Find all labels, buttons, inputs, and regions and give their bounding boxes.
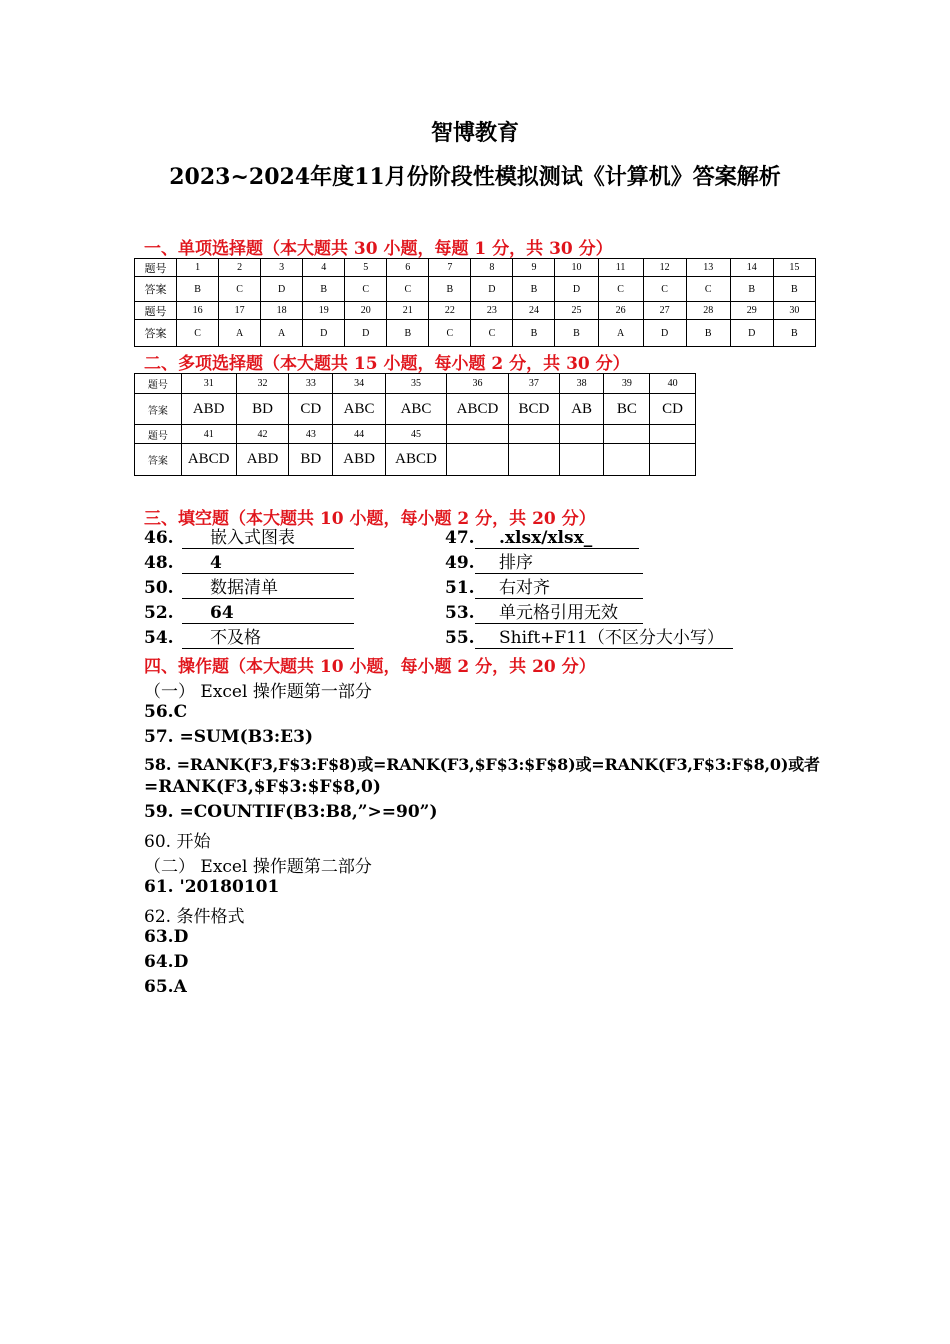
answer-cell: B xyxy=(177,277,219,302)
item-answer: Shift+F11（不区分大小写） xyxy=(475,628,733,649)
question-number: 12 xyxy=(643,259,686,277)
question-number: 2 xyxy=(219,259,261,277)
answer-cell: B xyxy=(730,277,773,302)
fill-item xyxy=(144,578,354,599)
row-label: 题号 xyxy=(135,374,182,394)
section2-heading: 二、多项选择题（本大题共 15 小题，每小题 2 分，共 30 分） xyxy=(144,354,630,374)
answer-line: 59. =COUNTIF(B3:B8,”>=90”) xyxy=(144,802,438,822)
question-number: 37 xyxy=(508,374,559,394)
answer-cell: B xyxy=(303,277,345,302)
answer-cell: ABD xyxy=(236,444,289,476)
question-number: 35 xyxy=(386,374,447,394)
fill-item xyxy=(144,553,354,574)
answer-cell xyxy=(446,444,508,476)
table-row xyxy=(135,302,816,320)
question-number: 23 xyxy=(471,302,513,320)
question-number: 4 xyxy=(303,259,345,277)
question-number xyxy=(559,425,604,444)
item-number: 46. xyxy=(144,528,174,548)
answer-line: 64.D xyxy=(144,952,189,972)
question-number: 8 xyxy=(471,259,513,277)
answer-line: 60. 开始 xyxy=(144,832,211,852)
row-label: 答案 xyxy=(135,444,182,476)
question-number: 5 xyxy=(345,259,387,277)
item-answer: 嵌入式图表 xyxy=(182,528,354,549)
fill-item xyxy=(144,528,354,549)
answer-cell: C xyxy=(643,277,686,302)
answer-cell: C xyxy=(219,277,261,302)
item-answer: 单元格引用无效 xyxy=(475,603,643,624)
item-answer: 不及格 xyxy=(182,628,354,649)
part2-heading: （二） Excel 操作题第二部分 xyxy=(144,857,372,877)
question-number: 30 xyxy=(773,302,815,320)
question-number xyxy=(446,425,508,444)
question-number: 18 xyxy=(261,302,303,320)
question-number: 21 xyxy=(387,302,429,320)
answer-cell: CD xyxy=(650,394,696,425)
item-number: 53. xyxy=(445,603,475,623)
answer-cell: B xyxy=(773,277,815,302)
question-number: 1 xyxy=(177,259,219,277)
answer-cell xyxy=(559,444,604,476)
item-answer: 4 xyxy=(182,553,354,574)
answer-cell: B xyxy=(686,320,730,347)
answer-cell: D xyxy=(471,277,513,302)
item-answer: 数据清单 xyxy=(182,578,354,599)
question-number: 45 xyxy=(386,425,447,444)
answer-cell: C xyxy=(598,277,643,302)
table-row xyxy=(135,320,816,347)
section3-heading: 三、填空题（本大题共 10 小题，每小题 2 分，共 20 分） xyxy=(144,509,596,529)
answer-cell: C xyxy=(345,277,387,302)
question-number: 40 xyxy=(650,374,696,394)
answer-cell: D xyxy=(643,320,686,347)
question-number: 9 xyxy=(513,259,555,277)
org-title: 智博教育 xyxy=(430,120,519,146)
fill-item xyxy=(445,578,643,599)
answer-cell: BD xyxy=(236,394,289,425)
answer-cell: A xyxy=(261,320,303,347)
answer-line: 58. =RANK(F3,F$3:F$8)或=RANK(F3,$F$3:$F$8)或=RANK(F3,F$3:F$8,0)或者 xyxy=(144,755,820,774)
answer-line: 56.C xyxy=(144,702,188,722)
table-row xyxy=(135,259,816,277)
question-number: 27 xyxy=(643,302,686,320)
answer-cell: ABCD xyxy=(446,394,508,425)
answer-cell: ABD xyxy=(333,444,386,476)
answer-cell: A xyxy=(598,320,643,347)
row-label: 题号 xyxy=(135,259,177,277)
answer-cell: D xyxy=(345,320,387,347)
table-row xyxy=(135,394,696,425)
fill-item xyxy=(445,528,639,549)
answer-cell: ABC xyxy=(333,394,386,425)
question-number: 29 xyxy=(730,302,773,320)
item-answer: 64 xyxy=(182,603,354,624)
question-number: 15 xyxy=(773,259,815,277)
item-answer: .xlsx/xlsx_ xyxy=(475,528,639,549)
question-number: 22 xyxy=(429,302,471,320)
exam-title: 2023~2024年度11月份阶段性模拟测试《计算机》答案解析 xyxy=(169,164,781,190)
row-label: 答案 xyxy=(135,394,182,425)
answer-cell: C xyxy=(177,320,219,347)
table-row xyxy=(135,374,696,394)
fill-item xyxy=(144,603,354,624)
answer-cell: B xyxy=(429,277,471,302)
answer-cell: ABD xyxy=(181,394,236,425)
question-number: 41 xyxy=(181,425,236,444)
question-number: 25 xyxy=(555,302,598,320)
question-number: 26 xyxy=(598,302,643,320)
fill-item xyxy=(445,603,643,624)
answer-cell: BD xyxy=(289,444,333,476)
fill-item xyxy=(445,628,733,649)
question-number: 42 xyxy=(236,425,289,444)
question-number: 19 xyxy=(303,302,345,320)
answer-cell: B xyxy=(513,320,555,347)
question-number: 44 xyxy=(333,425,386,444)
answer-cell: ABC xyxy=(386,394,447,425)
question-number: 7 xyxy=(429,259,471,277)
answer-line: =RANK(F3,$F$3:$F$8,0) xyxy=(144,777,381,797)
row-label: 题号 xyxy=(135,425,182,444)
item-number: 54. xyxy=(144,628,174,648)
question-number: 17 xyxy=(219,302,261,320)
question-number xyxy=(508,425,559,444)
question-number: 11 xyxy=(598,259,643,277)
answer-cell: AB xyxy=(559,394,604,425)
answer-line: 57. =SUM(B3:E3) xyxy=(144,727,314,747)
multi-choice-table xyxy=(134,373,696,476)
answer-cell: A xyxy=(219,320,261,347)
answer-cell: BCD xyxy=(508,394,559,425)
answer-cell: ABCD xyxy=(181,444,236,476)
item-number: 50. xyxy=(144,578,174,598)
table-row xyxy=(135,444,696,476)
question-number: 16 xyxy=(177,302,219,320)
question-number: 39 xyxy=(604,374,650,394)
question-number: 32 xyxy=(236,374,289,394)
answer-cell xyxy=(650,444,696,476)
answer-cell: C xyxy=(429,320,471,347)
table-row xyxy=(135,277,816,302)
answer-cell: C xyxy=(471,320,513,347)
question-number: 28 xyxy=(686,302,730,320)
item-number: 47. xyxy=(445,528,475,548)
item-number: 51. xyxy=(445,578,475,598)
answer-line: 65.A xyxy=(144,977,187,997)
question-number xyxy=(604,425,650,444)
answer-cell: D xyxy=(555,277,598,302)
question-number: 33 xyxy=(289,374,333,394)
item-answer: 排序 xyxy=(475,553,643,574)
question-number: 13 xyxy=(686,259,730,277)
answer-cell: CD xyxy=(289,394,333,425)
question-number: 43 xyxy=(289,425,333,444)
question-number: 38 xyxy=(559,374,604,394)
answer-line: 61. '20180101 xyxy=(144,877,280,897)
answer-cell: B xyxy=(387,320,429,347)
single-choice-table xyxy=(134,258,816,347)
fill-item xyxy=(445,553,643,574)
question-number: 34 xyxy=(333,374,386,394)
item-number: 49. xyxy=(445,553,475,573)
answer-cell: D xyxy=(303,320,345,347)
question-number xyxy=(650,425,696,444)
table-row xyxy=(135,425,696,444)
answer-cell xyxy=(508,444,559,476)
answer-cell: B xyxy=(555,320,598,347)
part1-heading: （一） Excel 操作题第一部分 xyxy=(144,682,372,702)
section1-heading: 一、单项选择题（本大题共 30 小题，每题 1 分，共 30 分） xyxy=(144,239,613,259)
question-number: 3 xyxy=(261,259,303,277)
row-label: 答案 xyxy=(135,277,177,302)
answer-cell: B xyxy=(773,320,815,347)
answer-cell: B xyxy=(513,277,555,302)
question-number: 10 xyxy=(555,259,598,277)
answer-cell: D xyxy=(730,320,773,347)
answer-cell: ABCD xyxy=(386,444,447,476)
row-label: 题号 xyxy=(135,302,177,320)
item-answer: 右对齐 xyxy=(475,578,643,599)
row-label: 答案 xyxy=(135,320,177,347)
question-number: 20 xyxy=(345,302,387,320)
question-number: 24 xyxy=(513,302,555,320)
answer-line: 63.D xyxy=(144,927,189,947)
item-number: 55. xyxy=(445,628,475,648)
answer-cell xyxy=(604,444,650,476)
section4-heading: 四、操作题（本大题共 10 小题，每小题 2 分，共 20 分） xyxy=(144,657,596,677)
question-number: 36 xyxy=(446,374,508,394)
answer-cell: C xyxy=(686,277,730,302)
item-number: 48. xyxy=(144,553,174,573)
fill-item xyxy=(144,628,354,649)
item-number: 52. xyxy=(144,603,174,623)
answer-line: 62. 条件格式 xyxy=(144,907,245,927)
question-number: 31 xyxy=(181,374,236,394)
question-number: 6 xyxy=(387,259,429,277)
answer-cell: BC xyxy=(604,394,650,425)
answer-cell: D xyxy=(261,277,303,302)
question-number: 14 xyxy=(730,259,773,277)
answer-cell: C xyxy=(387,277,429,302)
